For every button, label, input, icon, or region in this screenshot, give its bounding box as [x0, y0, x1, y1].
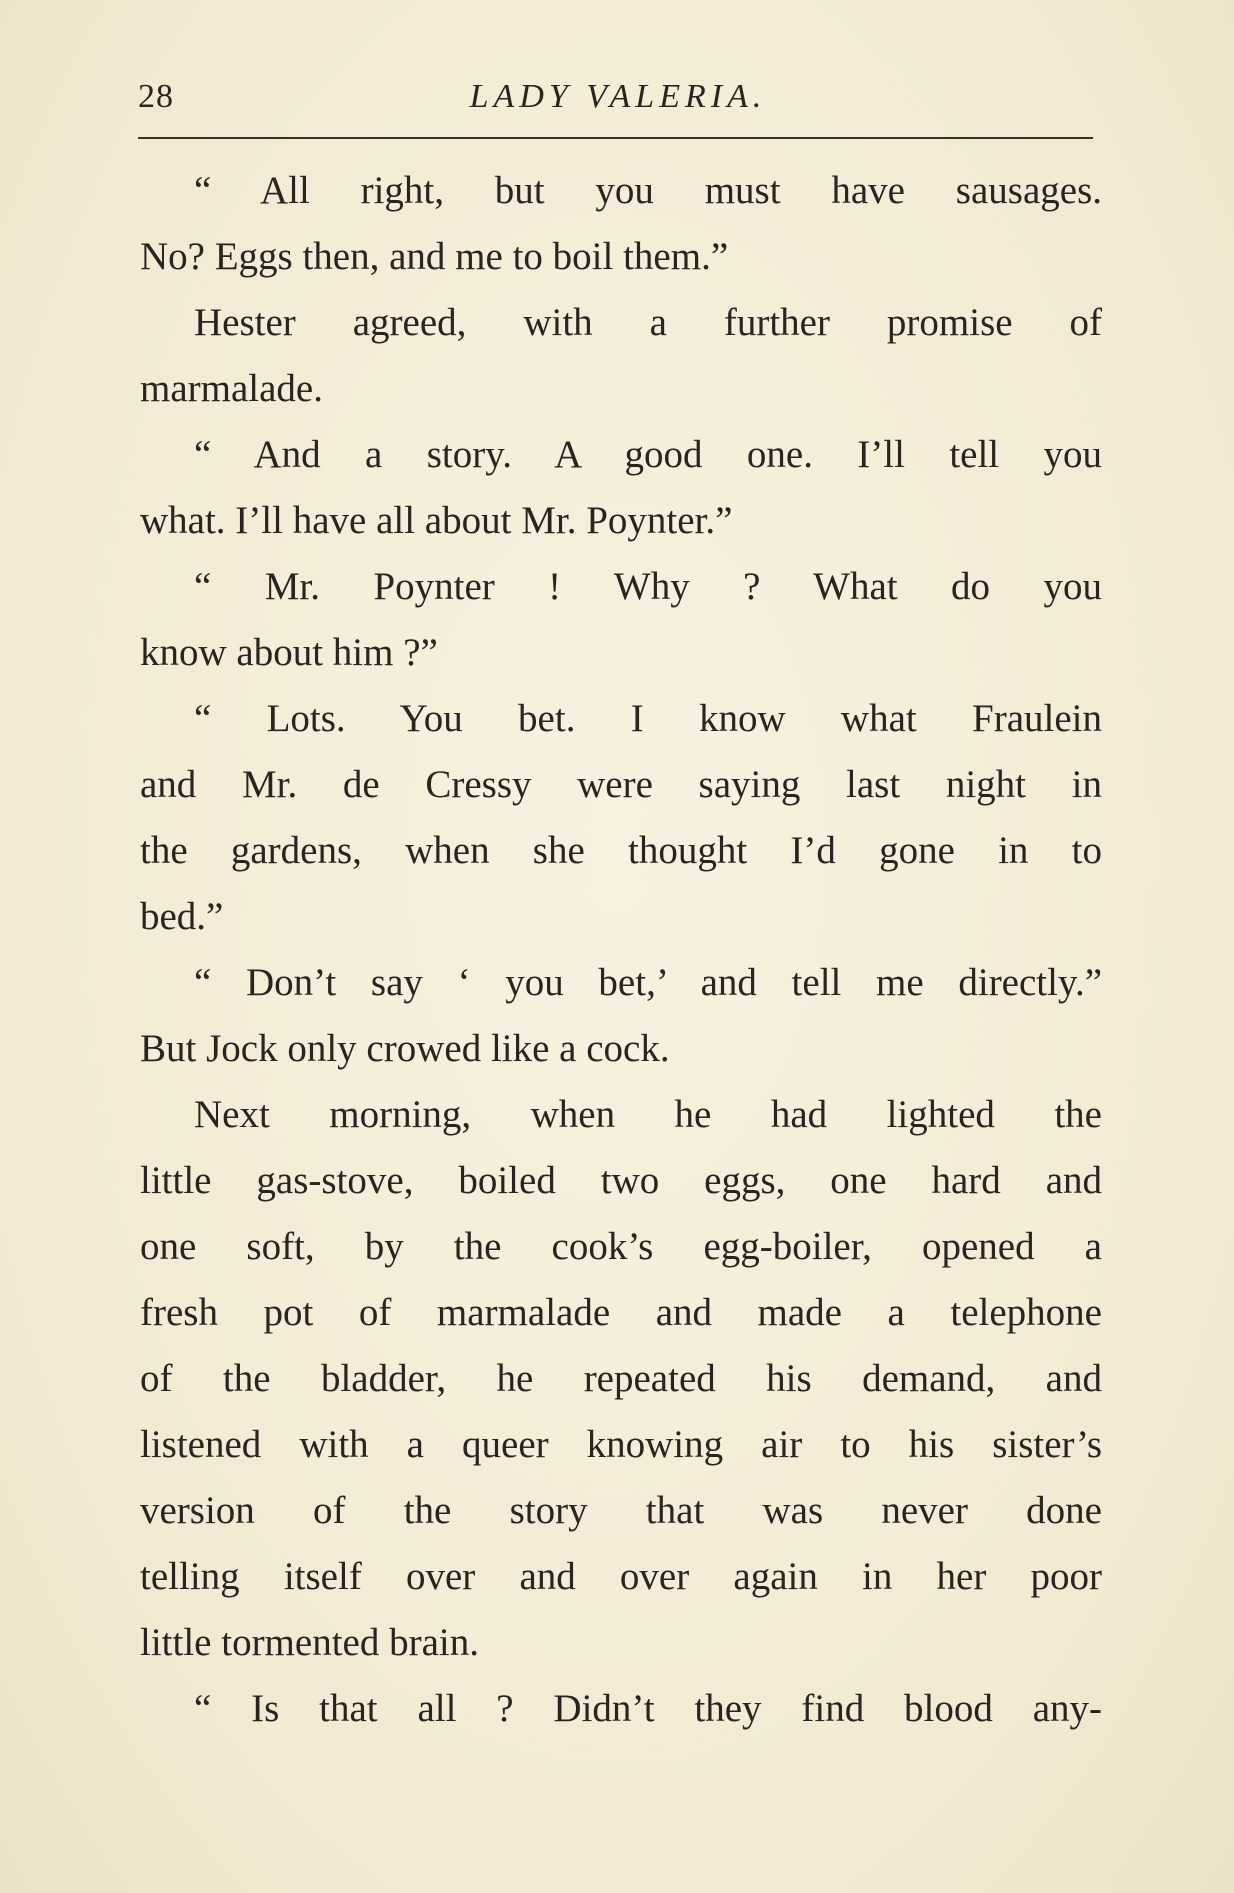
text-line: know about him ?” — [140, 631, 438, 674]
text-line: Next morning, when he had lighted the — [194, 1093, 1102, 1136]
text-line: But Jock only crowed like a cock. — [140, 1027, 670, 1070]
text-line: listened with a queer knowing air to his sister’s — [140, 1423, 1102, 1466]
text-line: fresh pot of marmalade and made a telephone — [140, 1291, 1102, 1334]
header-rule — [138, 137, 1093, 139]
text-line: “ Mr. Poynter ! Why ? What do you — [194, 565, 1102, 608]
body-text — [140, 158, 1102, 1742]
text-line: and Mr. de Cressy were saying last night in — [140, 763, 1102, 806]
running-head — [138, 78, 1098, 128]
text-line: marmalade. — [140, 367, 323, 410]
running-title: LADY VALERIA. — [469, 78, 767, 115]
text-line: “ And a story. A good one. I’ll tell you — [194, 433, 1102, 476]
text-line: “ Is that all ? Didn’t they find blood any- — [194, 1687, 1102, 1730]
text-line: “ Lots. You bet. I know what Fraulein — [194, 697, 1102, 740]
page-number: 28 — [138, 78, 174, 115]
text-line: No? Eggs then, and me to boil them.” — [140, 235, 729, 278]
text-line: “ Don’t say ‘ you bet,’ and tell me directly.” — [194, 961, 1102, 1004]
text-line: version of the story that was never done — [140, 1489, 1102, 1532]
text-line: little tormented brain. — [140, 1621, 479, 1664]
text-line: little gas-stove, boiled two eggs, one hard and — [140, 1159, 1102, 1202]
text-line: Hester agreed, with a further promise of — [194, 301, 1102, 344]
text-line: bed.” — [140, 895, 224, 938]
text-line: one soft, by the cook’s egg-boiler, opened a — [140, 1225, 1102, 1268]
text-line: of the bladder, he repeated his demand, and — [140, 1357, 1102, 1400]
text-line: telling itself over and over again in her poor — [140, 1555, 1102, 1598]
text-line: “ All right, but you must have sausages. — [194, 169, 1102, 212]
text-line: the gardens, when she thought I’d gone in to — [140, 829, 1102, 872]
text-line: what. I’ll have all about Mr. Poynter.” — [140, 499, 733, 542]
